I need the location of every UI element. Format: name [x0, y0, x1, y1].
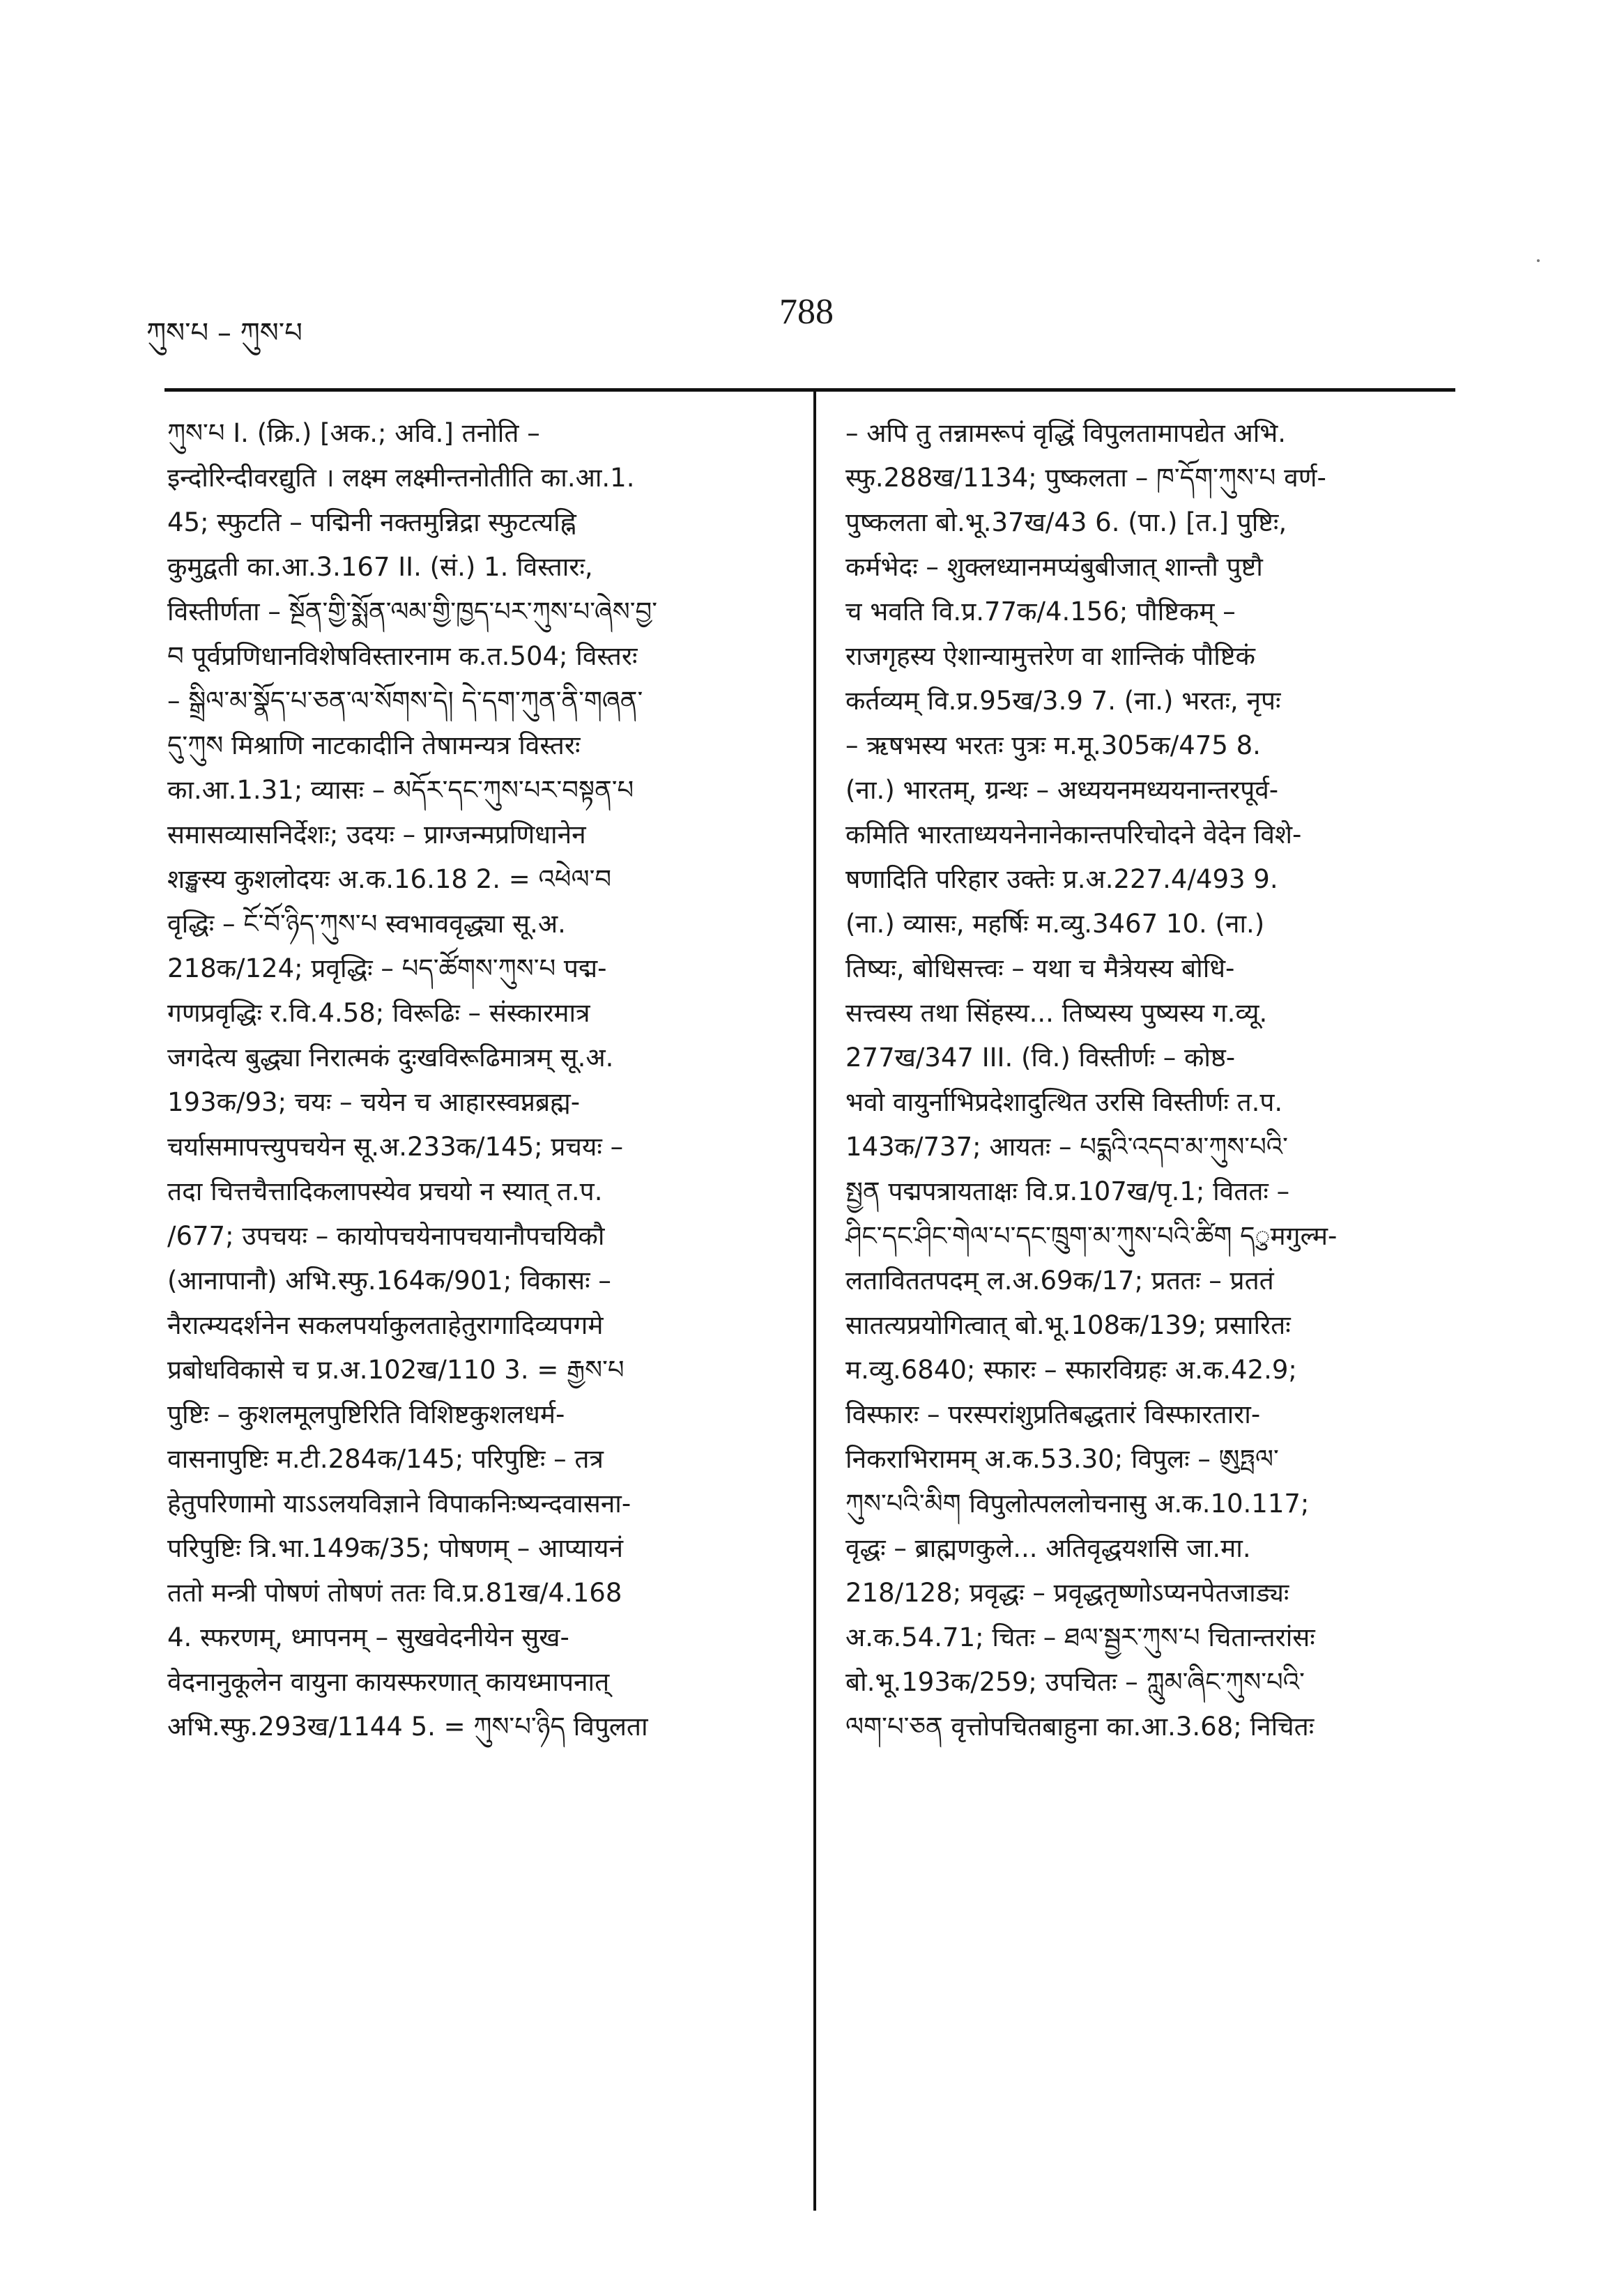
right-line-21: सातत्यप्रयोगित्वात् बो.भू.108क/139; प्रसारितः	[845, 1310, 1291, 1340]
right-line-28: अ.क.54.71; चितः – ཐལ་སྦྱར་ཀུས་པ चितान्तरांसः	[845, 1622, 1315, 1652]
left-line-3: 45; स्फुटति – पद्मिनी नक्तमुन्निद्रा स्फुटत्यह्नि	[167, 507, 576, 537]
page-number: 788	[779, 292, 834, 332]
left-line-11: शङ्खस्य कुशलोदयः अ.क.16.18 2. = འཕེལ་བ	[167, 864, 612, 894]
left-line-17: चर्यासमापत्त्युपचयेन सू.अ.233क/145; प्रचयः –	[167, 1132, 624, 1162]
left-line-7: – སྒྲིལ་མ་སྣོད་པ་ཅན་ལ་སོགས་དེ། དེ་དག་ཀུན་ནི་གཞན་	[167, 686, 643, 716]
left-line-13: 218क/124; प्रवृद्धिः – པད་ཚོགས་ཀུས་པ पद्म-	[167, 953, 607, 983]
right-line-6: राजगृहस्य ऐशान्यामुत्तरेण वा शान्तिकं पौष्टिकं	[845, 641, 1255, 671]
left-line-29: वेदनानुकूलेन वायुना कायस्फरणात् कायध्मापनात्	[167, 1667, 610, 1697]
right-line-24: निकराभिरामम् अ.क.53.30; विपुलः – ཨུཏྤལ་	[845, 1444, 1279, 1474]
right-line-22: म.व्यु.6840; स्फारः – स्फारविग्रहः अ.क.42.9;	[845, 1355, 1297, 1385]
left-line-26: परिपुष्टिः त्रि.भा.149क/35; पोषणम् – आप्यायनं	[167, 1533, 623, 1563]
right-line-23: विस्फारः – परस्परांशुप्रतिबद्धतारं विस्फारतारा-	[845, 1399, 1261, 1429]
left-line-6: བ पूर्वप्रणिधानविशेषविस्तारनाम क.त.504; विस्तरः	[167, 641, 638, 671]
right-line-3: पुष्कलता बो.भू.37ख/43 6. (पा.) [त.] पुष्टिः,	[845, 507, 1287, 537]
right-line-20: लताविततपदम् ल.अ.69क/17; प्रततः – प्रततं	[845, 1266, 1274, 1296]
right-line-17: 143क/737; आयतः – པདྨའི་འདབ་མ་ཀུས་པའི་	[845, 1132, 1288, 1162]
right-line-12: (ना.) व्यासः, महर्षिः म.व्यु.3467 10. (ना.)	[845, 909, 1265, 939]
right-line-18: སྤྱན पद्मपत्रायताक्षः वि.प्र.107ख/पृ.1; विततः –	[845, 1176, 1290, 1206]
top-rule	[164, 388, 1455, 392]
left-line-4: कुमुद्वती का.आ.3.167 II. (सं.) 1. विस्तारः,	[167, 552, 593, 582]
right-line-27: 218/128; प्रवृद्धः – प्रवृद्धतृष्णोऽप्यनपेतजाड्यः	[845, 1578, 1289, 1608]
left-line-21: नैरात्म्यदर्शनेन सकलपर्याकुलताहेतुरागादिव्यपगमे	[167, 1310, 604, 1340]
left-line-19: /677; उपचयः – कायोपचयेनापचयानौपचयिकौ	[167, 1221, 605, 1251]
right-line-29: बो.भू.193क/259; उपचितः – ཀླུམ་ཞིང་ཀུས་པའི་	[845, 1667, 1305, 1697]
left-line-30: अभि.स्फु.293ख/1144 5. = ཀུས་པ་ཉིད विपुलता	[167, 1712, 648, 1742]
left-line-28: 4. स्फरणम्, ध्मापनम् – सुखवेदनीयेन सुख-	[167, 1622, 569, 1652]
right-line-11: षणादिति परिहार उक्तेः प्र.अ.227.4/493 9.	[845, 864, 1278, 894]
right-line-25: ཀུས་པའི་མིག विपुलोत्पललोचनासु अ.क.10.117;	[845, 1489, 1310, 1519]
right-line-16: भवो वायुर्नाभिप्रदेशादुत्थित उरसि विस्तीर्णः त.प.	[845, 1087, 1283, 1117]
right-line-9: (ना.) भारतम्, ग्रन्थः – अध्ययनमध्ययनान्तरपूर्व-	[845, 775, 1279, 805]
right-line-1: – अपि तु तन्नामरूपं वृद्धिं विपुलतामापद्येत अभि.	[845, 418, 1287, 448]
left-line-16: 193क/93; चयः – चयेन च आहारस्वप्नब्रह्म-	[167, 1087, 581, 1117]
running-head: ཀུས་པ – ཀུས་པ	[146, 317, 302, 349]
right-line-2: स्फु.288ख/1134; पुष्कलता – ཁ་དོག་ཀུས་པ वर्ण-	[845, 463, 1326, 493]
right-line-15: 277ख/347 III. (वि.) विस्तीर्णः – कोष्ठ-	[845, 1043, 1236, 1073]
right-column	[845, 411, 1459, 1749]
left-line-23: पुष्टिः – कुशलमूलपुष्टिरिति विशिष्टकुशलधर्म-	[167, 1399, 565, 1429]
left-line-5: विस्तीर्णता – སྔོན་གྱི་སྨོན་ལམ་གྱི་ཁྱད་པར་ཀུས་པ་ཞེས་བྱ་	[167, 597, 657, 627]
left-line-20: (आनापानौ) अभि.स्फु.164क/901; विकासः –	[167, 1266, 611, 1296]
left-line-9: का.आ.1.31; व्यासः – མདོར་དང་ཀུས་པར་བསྟན་པ	[167, 775, 634, 805]
column-divider	[813, 388, 816, 2211]
left-line-8: དུ་ཀུས मिश्राणि नाटकादीनि तेषामन्यत्र विस्तरः	[167, 730, 581, 760]
right-line-8: – ऋषभस्य भरतः पुत्रः म.मू.305क/475 8.	[845, 730, 1261, 760]
right-line-4: कर्मभेदः – शुक्लध्यानमप्यंबुबीजात् शान्तौ पुष्टौ	[845, 552, 1263, 582]
left-line-14: गणप्रवृद्धिः र.वि.4.58; विरूढिः – संस्कारमात्र	[167, 998, 590, 1028]
left-line-15: जगदेत्य बुद्ध्या निरात्मकं दुःखविरूढिमात्रम् सू.अ.	[167, 1043, 614, 1073]
right-line-13: तिष्यः, बोधिसत्त्वः – यथा च मैत्रेयस्य बोधि-	[845, 953, 1235, 983]
left-line-24: वासनापुष्टिः म.टी.284क/145; परिपुष्टिः – तत्र	[167, 1444, 604, 1474]
left-line-2: इन्दोरिन्दीवरद्युति । लक्ष्म लक्ष्मीन्तनोतीति का.आ.1.	[167, 463, 635, 493]
left-column	[167, 411, 788, 1749]
right-line-5: च भवति वि.प्र.77क/4.156; पौष्टिकम् –	[845, 597, 1236, 627]
right-line-10: कमिति भारताध्ययनेनानेकान्तपरिचोदने वेदेन विशे-	[845, 820, 1302, 850]
right-line-7: कर्तव्यम् वि.प्र.95ख/3.9 7. (ना.) भरतः, नृपः	[845, 686, 1281, 716]
left-line-22: प्रबोधविकासे च प्र.अ.102ख/110 3. = རྒྱས་པ	[167, 1355, 625, 1385]
left-line-27: ततो मन्त्री पोषणं तोषणं ततः वि.प्र.81ख/4.168	[167, 1578, 622, 1608]
right-line-30: ལག་པ་ཅན वृत्तोपचितबाहुना का.आ.3.68; निचितः	[845, 1712, 1315, 1742]
right-line-26: वृद्धः – ब्राह्मणकुले... अतिवृद्धयशसि जा.मा.	[845, 1533, 1251, 1563]
left-line-25: हेतुपरिणामो याऽऽलयविज्ञाने विपाकनिःष्यन्दवासना-	[167, 1489, 631, 1519]
left-line-10: समासव्यासनिर्देशः; उदयः – प्राग्जन्मप्रणिधानेन	[167, 820, 586, 850]
scan-speck	[1537, 259, 1540, 262]
left-line-12: वृद्धिः – ངོ་བོ་ཉིད་ཀུས་པ स्वभाववृद्ध्या सू.अ.	[167, 909, 566, 939]
right-line-19: ཤིང་དང་ཤིང་གེལ་པ་དང་ཁྲུག་མ་ཀུས་པའི་ཚིག དुमगुल्म-	[845, 1221, 1338, 1251]
right-line-14: सत्त्वस्य तथा सिंहस्य... तिष्यस्य पुष्यस्य ग.व्यू.	[845, 998, 1268, 1028]
left-line-18: तदा चित्तचैत्तादिकलापस्येव प्रचयो न स्यात् त.प.	[167, 1176, 603, 1206]
left-line-1: ཀུས་པ I. (क्रि.) [अक.; अवि.] तनोति –	[167, 418, 540, 448]
